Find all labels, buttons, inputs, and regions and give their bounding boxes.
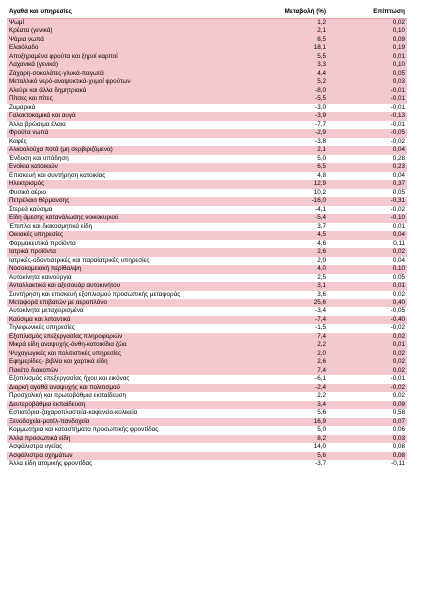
table-row <box>7 44 407 52</box>
row-item-name: Φρούτα νωπά <box>7 129 223 137</box>
row-item-name: Πετρέλαιο θέρμανσης <box>7 197 223 205</box>
row-item-name: Άλλα είδη ατομικής φροντίδας <box>7 460 223 468</box>
row-change-value: 3,6 <box>223 291 328 299</box>
row-impact-value: 0,10 <box>328 27 407 35</box>
table-row <box>7 316 407 324</box>
row-impact-value: -0,01 <box>328 95 407 103</box>
row-change-value: 14,0 <box>223 443 328 451</box>
row-item-name: Εξοπλισμός επεξεργασίας ήχου και εικόνας <box>7 375 223 383</box>
table-row <box>7 341 407 349</box>
row-impact-value: 0,03 <box>328 78 407 86</box>
row-item-name: Συντήρηση και επισκευή εξοπλισμού προσωπικής μεταφοράς <box>7 291 223 299</box>
row-change-value: -7,7 <box>223 121 328 129</box>
table-row <box>7 384 407 392</box>
table-row <box>7 121 407 129</box>
row-change-value: -4,1 <box>223 206 328 214</box>
table-row <box>7 240 407 248</box>
row-change-value: 4,4 <box>223 70 328 78</box>
row-impact-value: 0,05 <box>328 70 407 78</box>
row-change-value: -3,0 <box>223 104 328 112</box>
row-item-name: Κομμωτήρια και καταστήματα προσωπικής φροντίδας <box>7 426 223 434</box>
row-change-value: 3,1 <box>223 282 328 290</box>
row-item-name: Καύσιμα και λιπαντικά <box>7 316 223 324</box>
row-impact-value: 0,06 <box>328 426 407 434</box>
table-row <box>7 367 407 375</box>
row-impact-value: -0,05 <box>328 307 407 315</box>
row-impact-value: -0,02 <box>328 138 407 146</box>
row-change-value: -3,4 <box>223 307 328 315</box>
row-change-value: 2,2 <box>223 341 328 349</box>
row-impact-value: -0,01 <box>328 87 407 95</box>
table-row <box>7 112 407 120</box>
table-row <box>7 358 407 366</box>
row-change-value: 2,2 <box>223 392 328 400</box>
row-item-name: Ψωμί <box>7 19 223 28</box>
row-impact-value: -0,02 <box>328 206 407 214</box>
row-impact-value: 0,08 <box>328 452 407 460</box>
row-impact-value: 0,09 <box>328 401 407 409</box>
row-item-name: Ένδυση και υπόδηση <box>7 155 223 163</box>
table-row <box>7 265 407 273</box>
table-row <box>7 155 407 163</box>
table-row <box>7 307 407 315</box>
row-change-value: 7,4 <box>223 367 328 375</box>
table-header-row <box>7 6 407 19</box>
row-item-name: Ασφάλιστρα υγείας <box>7 443 223 451</box>
row-impact-value: -0,01 <box>328 121 407 129</box>
row-item-name: Ελαιόλαδο <box>7 44 223 52</box>
table-row <box>7 104 407 112</box>
row-impact-value: 0,07 <box>328 418 407 426</box>
table-row <box>7 19 407 28</box>
row-item-name: Εξοπλισμός επεξεργασίας πληροφοριών <box>7 333 223 341</box>
row-impact-value: -0,02 <box>328 324 407 332</box>
row-impact-value: 0,02 <box>328 392 407 400</box>
row-item-name: Πακέτο διακοπών <box>7 367 223 375</box>
table-row <box>7 95 407 103</box>
row-change-value: 2,5 <box>223 274 328 282</box>
table-row <box>7 409 407 417</box>
row-impact-value: 0,05 <box>328 189 407 197</box>
table-row <box>7 426 407 434</box>
row-item-name: Ιατρικές-οδοντιατρικές και παραϊατρικές υπηρεσίες <box>7 257 223 265</box>
row-item-name: Ανταλλακτικά και αξεσουάρ αυτοκινήτου <box>7 282 223 290</box>
row-item-name: Νοσοκομειακή περίθαλψη <box>7 265 223 273</box>
row-item-name: Καφές <box>7 138 223 146</box>
table-row <box>7 350 407 358</box>
row-impact-value: 0,02 <box>328 333 407 341</box>
row-change-value: 4,5 <box>223 231 328 239</box>
row-change-value: -8,0 <box>223 87 328 95</box>
row-impact-value: 0,01 <box>328 53 407 61</box>
row-change-value: 5,6 <box>223 452 328 460</box>
table-row <box>7 189 407 197</box>
table-row <box>7 452 407 460</box>
row-item-name: Άλλα προσωπικά είδη <box>7 435 223 443</box>
row-item-name: Ιατρικά προϊόντα <box>7 248 223 256</box>
row-impact-value: 0,03 <box>328 435 407 443</box>
row-item-name: Επισκευή και συντήρηση κατοικίας <box>7 172 223 180</box>
row-impact-value: 0,05 <box>328 274 407 282</box>
row-impact-value: 0,19 <box>328 44 407 52</box>
row-change-value: 8,2 <box>223 435 328 443</box>
row-item-name: Ζυμαρικά <box>7 104 223 112</box>
row-impact-value: -0,40 <box>328 316 407 324</box>
row-item-name: Κρέατα (γενικά) <box>7 27 223 35</box>
row-impact-value: 0,10 <box>328 265 407 273</box>
table-row <box>7 274 407 282</box>
row-change-value: 12,9 <box>223 180 328 188</box>
table-row <box>7 87 407 95</box>
row-impact-value: 0,02 <box>328 358 407 366</box>
table-row <box>7 231 407 239</box>
table-row <box>7 27 407 35</box>
row-change-value: 2,0 <box>223 257 328 265</box>
row-change-value: 3,4 <box>223 401 328 409</box>
table-row <box>7 138 407 146</box>
row-change-value: 2,0 <box>223 350 328 358</box>
row-item-name: Ασφάλιστρα οχημάτων <box>7 452 223 460</box>
table-row <box>7 129 407 137</box>
row-impact-value: 0,58 <box>328 409 407 417</box>
row-change-value: 8,5 <box>223 36 328 44</box>
row-change-value: 4,6 <box>223 240 328 248</box>
row-item-name: Ψυχαγωγικές και πολιτιστικές υπηρεσίες <box>7 350 223 358</box>
row-impact-value: -0,01 <box>328 104 407 112</box>
row-impact-value: 0,01 <box>328 223 407 231</box>
row-change-value: -1,5 <box>223 324 328 332</box>
row-item-name: Ψάρια νωπά <box>7 36 223 44</box>
table-row <box>7 223 407 231</box>
table-row <box>7 375 407 383</box>
row-item-name: Δευτεροβάθμια εκπαίδευση <box>7 401 223 409</box>
row-impact-value: 0,02 <box>328 291 407 299</box>
row-item-name: Ξενοδοχεία-μοτέλ-πανδοχεία <box>7 418 223 426</box>
row-change-value: 5,0 <box>223 426 328 434</box>
table-body <box>7 19 407 469</box>
row-impact-value: 0,28 <box>328 155 407 163</box>
row-item-name: Γαλακτοκομικά και αυγά <box>7 112 223 120</box>
table-row <box>7 418 407 426</box>
row-change-value: -2,9 <box>223 129 328 137</box>
column-header-item: Αγαθά και υπηρεσίες <box>7 6 223 19</box>
row-impact-value: 0,01 <box>328 341 407 349</box>
row-change-value: -2,4 <box>223 384 328 392</box>
row-impact-value: 0,01 <box>328 282 407 290</box>
table-row <box>7 78 407 86</box>
row-change-value: 1,2 <box>223 19 328 28</box>
row-impact-value: 0,11 <box>328 240 407 248</box>
table-row <box>7 206 407 214</box>
row-change-value: 2,6 <box>223 358 328 366</box>
row-impact-value: 0,37 <box>328 180 407 188</box>
row-change-value: 6,5 <box>223 163 328 171</box>
table-row <box>7 61 407 69</box>
table-row <box>7 324 407 332</box>
column-header-change: Μεταβολή (%) <box>223 6 328 19</box>
price-change-table <box>7 6 407 469</box>
row-item-name: Οικιακές υπηρεσίες <box>7 231 223 239</box>
row-impact-value: 0,10 <box>328 61 407 69</box>
table-row <box>7 248 407 256</box>
row-impact-value: 0,02 <box>328 367 407 375</box>
table-row <box>7 36 407 44</box>
table-row <box>7 180 407 188</box>
row-change-value: 18,1 <box>223 44 328 52</box>
row-item-name: Προσχολική και πρωτοβάθμια εκπαίδευση <box>7 392 223 400</box>
row-impact-value: 0,08 <box>328 443 407 451</box>
row-change-value: -3,9 <box>223 112 328 120</box>
row-change-value: 2,6 <box>223 248 328 256</box>
table-row <box>7 146 407 154</box>
row-impact-value: 0,04 <box>328 231 407 239</box>
row-change-value: 3,7 <box>223 223 328 231</box>
row-item-name: Μεταφορά επιβατών με αεροπλάνο <box>7 299 223 307</box>
table-row <box>7 443 407 451</box>
row-impact-value: 0,02 <box>328 248 407 256</box>
table-row <box>7 70 407 78</box>
row-item-name: Ενοίκια κατοικιών <box>7 163 223 171</box>
row-change-value: 3,3 <box>223 61 328 69</box>
row-item-name: Αλεύρι και άλλα δημητριακά <box>7 87 223 95</box>
row-item-name: Μικρά είδη αναψυχής-άνθη-κατοικίδια ζώα <box>7 341 223 349</box>
row-item-name: Αποξηραμένα φρούτα και ξηροί καρποί <box>7 53 223 61</box>
column-header-impact: Επίπτωση <box>328 6 407 19</box>
row-change-value: -6,1 <box>223 375 328 383</box>
table-row <box>7 392 407 400</box>
table-row <box>7 282 407 290</box>
row-impact-value: -0,05 <box>328 129 407 137</box>
table-row <box>7 460 407 468</box>
row-impact-value: 0,04 <box>328 146 407 154</box>
row-impact-value: -0,10 <box>328 214 407 222</box>
row-change-value: 10,2 <box>223 189 328 197</box>
price-change-table-container <box>7 6 407 469</box>
table-row <box>7 172 407 180</box>
row-impact-value: -0,01 <box>328 375 407 383</box>
row-item-name: Αλκοολούχα ποτά (μη σερβιριζόμενα) <box>7 146 223 154</box>
row-impact-value: -0,11 <box>328 460 407 468</box>
row-change-value: 5,6 <box>223 409 328 417</box>
row-item-name: Ζάχαρη-σοκολάτες-γλυκά-παγωτά <box>7 70 223 78</box>
row-change-value: 4,0 <box>223 265 328 273</box>
row-item-name: Στερεά καύσιμα <box>7 206 223 214</box>
table-row <box>7 401 407 409</box>
row-item-name: Είδη άμεσης κατανάλωσης νοικοκυριού <box>7 214 223 222</box>
row-impact-value: 0,02 <box>328 19 407 28</box>
row-item-name: Άλλα βρώσιμα έλαια <box>7 121 223 129</box>
row-change-value: -5,5 <box>223 95 328 103</box>
row-change-value: -3,8 <box>223 138 328 146</box>
row-impact-value: 0,02 <box>328 350 407 358</box>
row-item-name: Εφημερίδες- βιβλία και χαρτικά είδη <box>7 358 223 366</box>
table-row <box>7 197 407 205</box>
row-impact-value: 0,23 <box>328 163 407 171</box>
row-change-value: -5,4 <box>223 214 328 222</box>
row-item-name: Αυτοκίνητα καινούργια <box>7 274 223 282</box>
row-change-value: 5,2 <box>223 78 328 86</box>
row-change-value: 5,5 <box>223 53 328 61</box>
row-item-name: Έπιπλα και διακοσμητικά είδη <box>7 223 223 231</box>
row-impact-value: -0,13 <box>328 112 407 120</box>
row-change-value: 16,9 <box>223 418 328 426</box>
table-row <box>7 163 407 171</box>
row-impact-value: -0,02 <box>328 384 407 392</box>
row-item-name: Διαρκή αγαθά αναψυχής και πολιτισμού <box>7 384 223 392</box>
row-change-value: 4,8 <box>223 172 328 180</box>
table-row <box>7 257 407 265</box>
table-row <box>7 214 407 222</box>
row-change-value: 7,4 <box>223 333 328 341</box>
row-change-value: 25,6 <box>223 299 328 307</box>
table-row <box>7 435 407 443</box>
table-row <box>7 333 407 341</box>
row-item-name: Πίτσες και πίτες <box>7 95 223 103</box>
row-change-value: 2,1 <box>223 146 328 154</box>
row-change-value: 2,1 <box>223 27 328 35</box>
row-item-name: Λαχανικά (γενικά) <box>7 61 223 69</box>
row-impact-value: 0,09 <box>328 36 407 44</box>
row-change-value: -3,7 <box>223 460 328 468</box>
row-item-name: Αυτοκίνητα μεταχειρισμένα <box>7 307 223 315</box>
row-impact-value: 0,04 <box>328 257 407 265</box>
table-row <box>7 299 407 307</box>
row-impact-value: -0,31 <box>328 197 407 205</box>
row-change-value: -7,4 <box>223 316 328 324</box>
row-item-name: Μεταλλικό νερό-αναψυκτικά-χυμοί φρούτων <box>7 78 223 86</box>
row-item-name: Εστιατόρια-ζαχαροπλαστεία-καφενεία-κυλικεία <box>7 409 223 417</box>
row-item-name: Ηλεκτρισμός <box>7 180 223 188</box>
row-change-value: 5,0 <box>223 155 328 163</box>
row-impact-value: 0,40 <box>328 299 407 307</box>
table-row <box>7 53 407 61</box>
table-row <box>7 291 407 299</box>
row-item-name: Φαρμακευτικά προϊόντα <box>7 240 223 248</box>
row-item-name: Τηλεφωνικές υπηρεσίες <box>7 324 223 332</box>
row-impact-value: 0,04 <box>328 172 407 180</box>
row-item-name: Φυσικό αέριο <box>7 189 223 197</box>
row-change-value: -16,0 <box>223 197 328 205</box>
